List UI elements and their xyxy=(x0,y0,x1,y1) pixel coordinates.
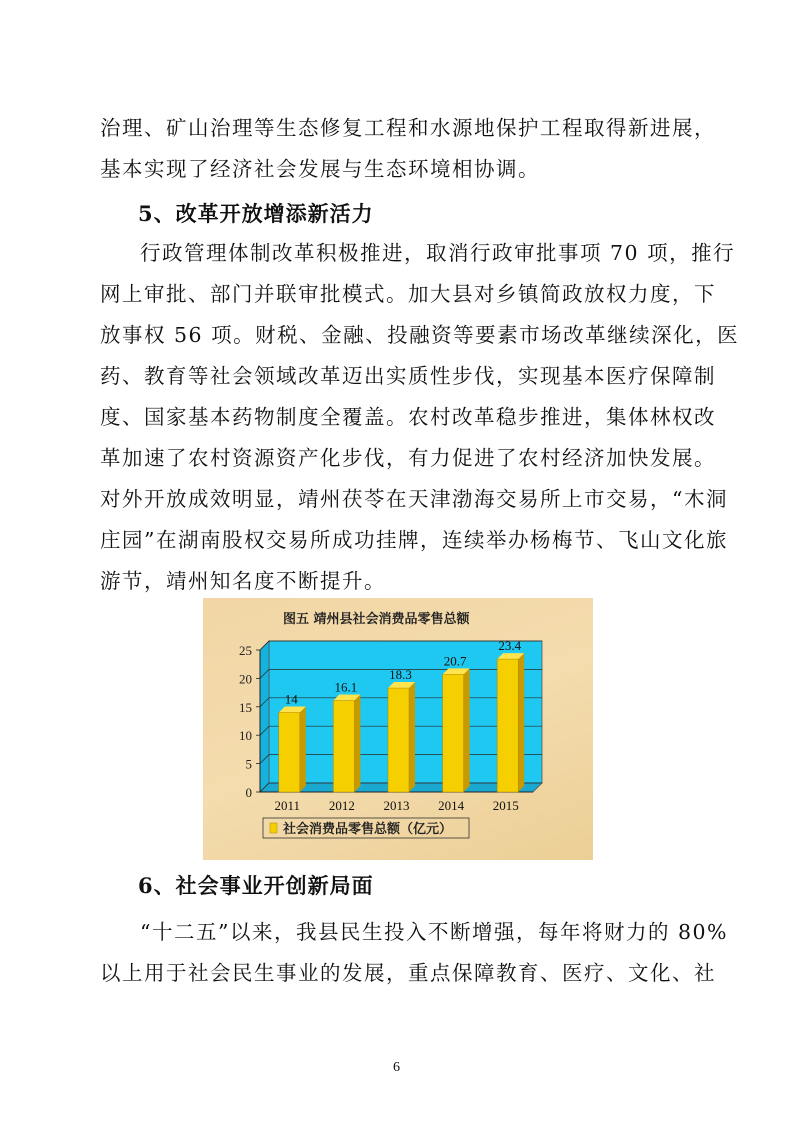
chart-x-tick-label: 2011 xyxy=(274,798,301,813)
paragraph-line: 游节，靖州知名度不断提升。 xyxy=(100,569,386,593)
paragraph-line: “十二五”以来，我县民生投入不断增强，每年将财力的 80% xyxy=(140,920,729,944)
chart-bar-side xyxy=(300,706,306,792)
paragraph-line: 药、教育等社会领域改革迈出实质性步伐，实现基本医疗保障制 xyxy=(100,364,716,388)
chart-data-label: 20.7 xyxy=(443,653,467,669)
chart-y-tick-label: 25 xyxy=(239,643,252,658)
paragraph-line: 以上用于社会民生事业的发展，重点保障教育、医疗、文化、社 xyxy=(100,961,716,985)
chart-title: 图五 靖州县社会消费品零售总额 xyxy=(283,612,470,627)
chart-x-tick-label: 2015 xyxy=(492,798,519,813)
chart-bar xyxy=(497,659,518,792)
chart-data-label: 18.3 xyxy=(389,667,412,683)
section-heading: 5、改革开放增添新活力 xyxy=(138,201,374,226)
chart-bar-side xyxy=(464,668,470,792)
chart xyxy=(203,598,593,860)
chart-bar xyxy=(443,674,464,792)
chart-x-tick-label: 2012 xyxy=(328,798,355,813)
paragraph-line: 治理、矿山治理等生态修复工程和水源地保护工程取得新进展， xyxy=(100,116,716,140)
chart-data-label: 23.4 xyxy=(498,638,522,654)
paragraph-line: 庄园”在湖南股权交易所成功挂牌，连续举办杨梅节、飞山文化旅 xyxy=(100,528,728,552)
chart-bar xyxy=(333,701,354,792)
chart-y-tick-label: 15 xyxy=(239,699,252,715)
chart-x-tick-label: 2013 xyxy=(383,798,410,813)
chart-data-label: 14 xyxy=(284,691,298,707)
paragraph-line: 基本实现了经济社会发展与生态环境相协调。 xyxy=(100,157,540,181)
chart-legend-swatch xyxy=(270,823,277,833)
chart-svg xyxy=(203,598,593,860)
chart-side-wall xyxy=(260,641,269,792)
chart-bar xyxy=(279,712,300,792)
chart-x-tick-label: 2014 xyxy=(438,798,465,813)
chart-bar-side xyxy=(518,653,524,792)
paragraph-line: 网上审批、部门并联审批模式。加大县对乡镇简政放权力度，下 xyxy=(100,282,716,306)
chart-legend-label: 社会消费品零售总额（亿元） xyxy=(283,822,453,837)
paragraph-line: 放事权 56 项。财税、金融、投融资等要素市场改革继续深化，医 xyxy=(100,323,740,347)
chart-y-tick-label: 5 xyxy=(245,756,252,772)
chart-y-tick-label: 20 xyxy=(239,671,252,687)
page-number: 6 xyxy=(393,1060,400,1075)
chart-bar-side xyxy=(409,682,415,792)
paragraph-line: 行政管理体制改革积极推进，取消行政审批事项 70 项，推行 xyxy=(140,241,736,265)
paragraph-line: 革加速了农村资源资产化步伐，有力促进了农村经济加快发展。 xyxy=(100,446,716,470)
chart-data-label: 16.1 xyxy=(334,679,358,695)
chart-bar-side xyxy=(354,695,360,792)
section-heading: 6、社会事业开创新局面 xyxy=(138,873,374,898)
chart-bar xyxy=(388,688,409,792)
chart-y-tick-label: 0 xyxy=(245,785,252,800)
paragraph-line: 对外开放成效明显，靖州茯苓在天津渤海交易所上市交易，“木洞 xyxy=(100,487,728,511)
chart-y-tick-label: 10 xyxy=(239,728,252,744)
paragraph-line: 度、国家基本药物制度全覆盖。农村改革稳步推进，集体林权改 xyxy=(100,405,716,429)
